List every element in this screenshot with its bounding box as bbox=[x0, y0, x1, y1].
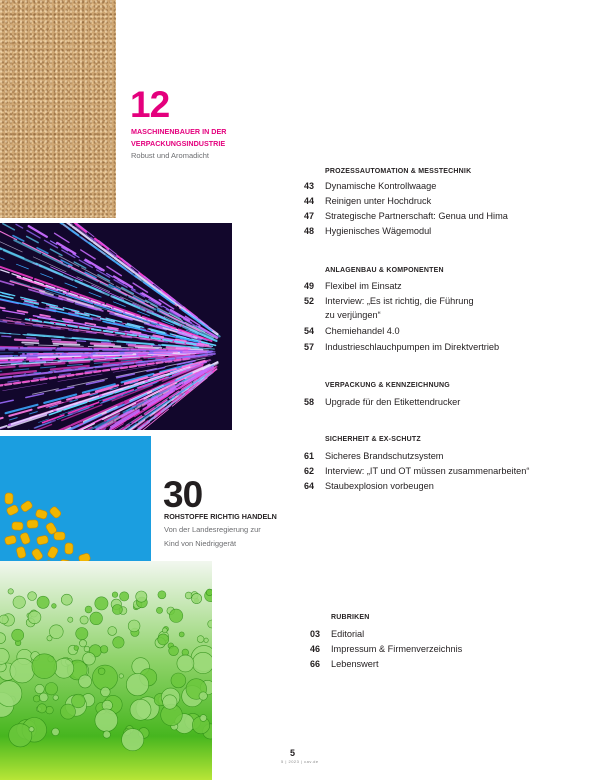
pellet bbox=[6, 504, 19, 516]
bubble bbox=[84, 646, 90, 652]
teaser-title: MASCHINENBAUER IN DER VERPACKUNGSINDUSTRIE bbox=[131, 127, 227, 148]
pellet bbox=[47, 546, 59, 559]
toc-page-number: 66 bbox=[309, 659, 320, 669]
toc-entry-link[interactable]: Flexibel im Einsatz bbox=[325, 281, 402, 291]
bubble bbox=[85, 606, 92, 613]
teaser-subtitle-line: Kind von Niedriggerät bbox=[164, 539, 237, 548]
bubble bbox=[179, 632, 184, 637]
toc-page-number: 57 bbox=[303, 342, 314, 352]
pellet bbox=[20, 500, 34, 513]
bubble bbox=[28, 611, 41, 624]
bubble bbox=[10, 658, 35, 683]
toc-section-heading: ANLAGENBAU & KOMPONENTEN bbox=[325, 267, 444, 274]
toc-page-number: 52 bbox=[303, 296, 314, 306]
toc-entry-link[interactable]: Interview: „IT und OT müssen zusammenarbeiten“ bbox=[325, 466, 530, 476]
toc-section-heading: VERPACKUNG & KENNZEICHNUNG bbox=[325, 382, 450, 389]
toc-entry-link[interactable]: Interview: „Es ist richtig, die Führung bbox=[325, 296, 474, 306]
bubble bbox=[113, 637, 124, 648]
bubble bbox=[136, 591, 147, 602]
pellet bbox=[36, 535, 48, 545]
toc-entry-link[interactable]: Strategische Partnerschaft: Genua und Hima bbox=[325, 211, 508, 221]
bubble bbox=[112, 592, 118, 598]
teaser-subtitle-line: Von der Landesregierung zur bbox=[164, 525, 261, 534]
toc-page-number: 54 bbox=[303, 326, 314, 336]
bubble bbox=[80, 616, 88, 624]
bubble bbox=[39, 693, 48, 702]
toc-page-number: 44 bbox=[303, 196, 314, 206]
bubble bbox=[156, 607, 162, 613]
page-number: 5 bbox=[290, 748, 296, 758]
toc-page-number: 64 bbox=[303, 481, 314, 491]
running-footer: 5 | 2023 | cav.de bbox=[281, 759, 319, 764]
toc-page-number: 58 bbox=[303, 397, 314, 407]
bubble bbox=[68, 617, 73, 622]
toc-entry-link[interactable]: Lebenswert bbox=[331, 659, 379, 669]
bubble bbox=[171, 673, 186, 688]
sand-texture-image bbox=[0, 0, 116, 218]
bubble bbox=[32, 654, 57, 679]
toc-section-heading: PROZESSAUTOMATION & MESSTECHNIK bbox=[325, 168, 472, 175]
bubble bbox=[52, 728, 60, 736]
bubble bbox=[100, 646, 108, 654]
pellet bbox=[31, 548, 44, 562]
bubble bbox=[158, 634, 169, 645]
green-bubbles-image bbox=[0, 561, 212, 780]
bubble bbox=[169, 646, 179, 656]
bubble bbox=[90, 612, 103, 625]
pellet bbox=[4, 535, 17, 545]
bubble bbox=[72, 694, 86, 708]
bubble bbox=[177, 655, 194, 672]
light-streak bbox=[16, 224, 197, 326]
bubble bbox=[163, 695, 177, 709]
toc-page-number: 47 bbox=[303, 211, 314, 221]
bubble bbox=[61, 704, 76, 719]
bubble bbox=[122, 729, 144, 751]
bubble bbox=[120, 592, 129, 601]
bubble bbox=[45, 683, 57, 695]
bubble bbox=[206, 589, 212, 596]
toc-entry-link[interactable]: Chemiehandel 4.0 bbox=[325, 326, 400, 336]
bubble bbox=[101, 687, 111, 697]
bubble bbox=[126, 673, 148, 695]
toc-section-heading: RUBRIKEN bbox=[331, 614, 370, 621]
bubble bbox=[92, 665, 117, 690]
bubble bbox=[76, 628, 88, 640]
teaser-page-number: 30 bbox=[163, 474, 203, 515]
toc-entry-link[interactable]: zu verjüngen“ bbox=[325, 310, 381, 320]
pellet bbox=[65, 543, 73, 554]
bubble bbox=[0, 615, 8, 624]
bubble bbox=[108, 627, 117, 636]
bubble bbox=[9, 724, 32, 747]
toc-page-number: 48 bbox=[303, 226, 314, 236]
bubble bbox=[74, 646, 79, 651]
fiber-optic-image bbox=[0, 223, 232, 430]
toc-page-number: 61 bbox=[303, 451, 314, 461]
toc-entry-link[interactable]: Dynamische Kontrollwaage bbox=[325, 181, 437, 191]
bubble bbox=[79, 640, 86, 647]
pellet bbox=[27, 520, 38, 529]
bubble bbox=[37, 704, 46, 713]
pellet bbox=[5, 493, 13, 504]
pellet bbox=[19, 532, 30, 545]
bubble bbox=[33, 695, 40, 702]
bubble bbox=[79, 675, 92, 688]
pellet bbox=[16, 546, 27, 559]
toc-entry-link[interactable]: Reinigen unter Hochdruck bbox=[325, 196, 432, 206]
toc-entry-link[interactable]: Editorial bbox=[331, 629, 365, 639]
light-streak bbox=[0, 252, 198, 335]
toc-entry-link[interactable]: Upgrade für den Etikettendrucker bbox=[325, 397, 461, 407]
pellet bbox=[54, 532, 65, 540]
bubble bbox=[130, 699, 151, 720]
toc-entry-link[interactable]: Sicheres Brandschutzsystem bbox=[325, 451, 444, 461]
toc-page-number: 43 bbox=[303, 181, 314, 191]
bubble bbox=[169, 609, 182, 622]
bubble bbox=[53, 695, 58, 700]
bubble bbox=[37, 596, 49, 608]
bubble bbox=[52, 604, 57, 609]
bubble bbox=[185, 592, 192, 599]
bubble bbox=[95, 597, 108, 610]
toc-page-number: 46 bbox=[309, 644, 320, 654]
bubble bbox=[61, 594, 72, 605]
bubble bbox=[112, 605, 122, 615]
teaser-page-number: 12 bbox=[130, 84, 170, 125]
bubble bbox=[200, 715, 207, 722]
toc-entry-link[interactable]: Impressum & Firmenverzeichnis bbox=[331, 644, 463, 654]
bubble bbox=[49, 625, 63, 639]
bubble bbox=[98, 668, 105, 675]
bubble bbox=[8, 589, 13, 594]
teaser-title: ROHSTOFFE RICHTIG HANDELN bbox=[164, 512, 277, 521]
toc-page-number: 03 bbox=[309, 629, 320, 639]
pellet bbox=[35, 509, 48, 520]
bubble bbox=[128, 620, 140, 632]
bubble bbox=[95, 709, 118, 732]
toc-entry-link[interactable]: Hygienisches Wägemodul bbox=[325, 226, 432, 236]
toc-page-number: 62 bbox=[303, 466, 314, 476]
bubble bbox=[197, 636, 204, 643]
pellet bbox=[49, 506, 62, 520]
bubble bbox=[46, 706, 54, 714]
teaser-subtitle: Robust und Aromadicht bbox=[131, 151, 209, 160]
toc-section-heading: SICHERHEIT & EX-SCHUTZ bbox=[325, 436, 421, 443]
bubble bbox=[13, 596, 25, 608]
bubble bbox=[192, 652, 212, 673]
bubble bbox=[103, 731, 110, 738]
teaser-subtitle bbox=[164, 523, 261, 551]
toc-entry-link[interactable]: Staubexplosion vorbeugen bbox=[325, 481, 434, 491]
pellet bbox=[12, 522, 23, 531]
bubble bbox=[29, 727, 34, 732]
bubble bbox=[28, 592, 37, 601]
bubble bbox=[54, 658, 74, 678]
bubble bbox=[162, 628, 167, 633]
bubble bbox=[0, 681, 22, 707]
toc-page-number: 49 bbox=[303, 281, 314, 291]
bubble bbox=[35, 684, 44, 693]
bubble bbox=[199, 692, 207, 700]
bubble bbox=[192, 593, 202, 603]
toc-entry-link[interactable]: Industrieschlauchpumpen im Direktvertrieb bbox=[325, 342, 500, 352]
bubble bbox=[119, 674, 123, 678]
bubble bbox=[12, 629, 24, 641]
bubble bbox=[158, 591, 166, 599]
bubble bbox=[204, 638, 208, 642]
